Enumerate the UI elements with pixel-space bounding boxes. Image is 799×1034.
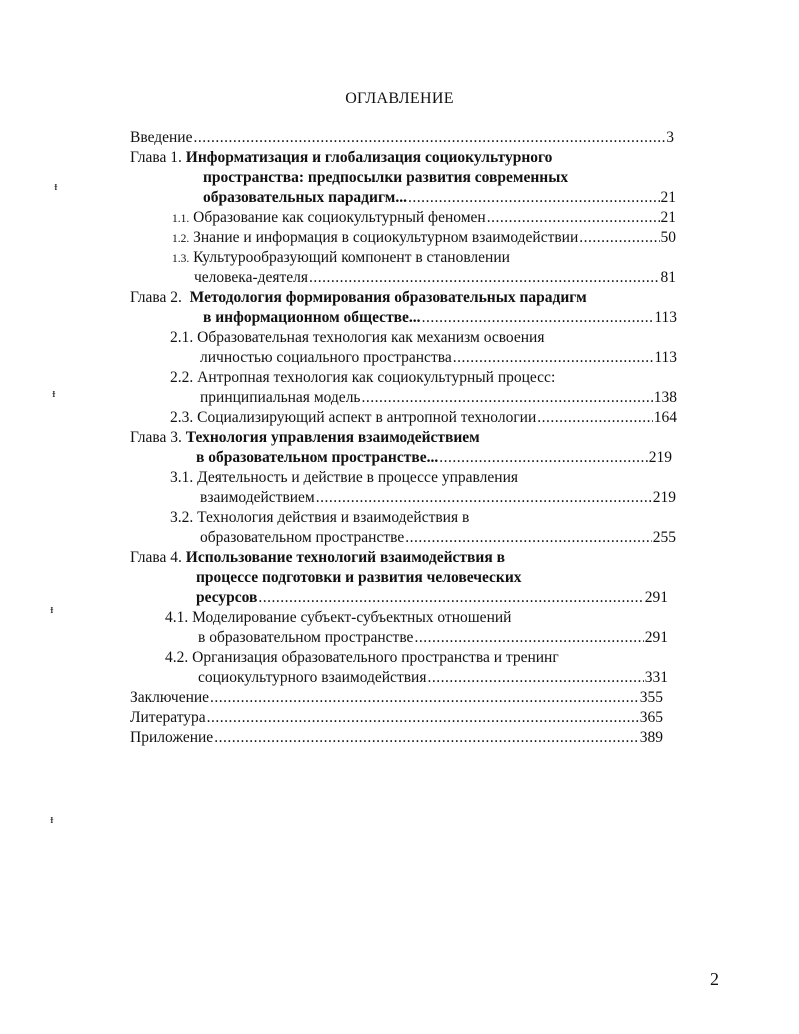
toc-chapter-3-heading[interactable]: Глава 3. Технология управления взаимодействием — [130, 429, 480, 446]
toc-chapter-2-line2[interactable]: в информационном обществе... ..... 113 — [203, 308, 677, 328]
page-number: 2 — [710, 969, 719, 989]
toc-section-1-1[interactable]: 1.1. Образование как социокультурный феномен ..... 21 — [172, 208, 676, 228]
toc-entry-intro[interactable]: Введение ..... 3 — [130, 128, 674, 148]
toc-section-2-1-line2[interactable]: личностью социального пространства ..... 113 — [200, 348, 677, 368]
dot-leader — [309, 268, 659, 288]
page-ref: 21 — [660, 209, 676, 226]
toc-section-3-1[interactable]: 3.1. Деятельность и действие в процессе управления — [170, 469, 519, 486]
dot-leader — [537, 408, 652, 428]
page-ref: 291 — [644, 629, 668, 646]
page-ref: 138 — [653, 389, 677, 406]
toc-section-4-1-line2[interactable]: в образовательном пространстве ..... 291 — [198, 628, 668, 648]
page-ref: 50 — [660, 229, 676, 246]
toc-section-2-2-line2[interactable]: принципиальная модель ..... 138 — [200, 388, 677, 408]
toc-section-4-2-line2[interactable]: социокультурного взаимодействия ..... 331 — [198, 668, 668, 688]
dot-leader — [487, 208, 660, 228]
toc-chapter-4-heading[interactable]: Глава 4. Использование технологий взаимодействия в — [130, 549, 505, 566]
page-ref: 164 — [653, 409, 677, 426]
toc-section-3-2[interactable]: 3.2. Технология действия и взаимодействия в — [170, 509, 470, 526]
toc-title: ОГЛАВЛЕНИЕ — [345, 90, 454, 107]
scan-speck-icon: ᵻ — [50, 601, 54, 616]
dot-leader — [193, 128, 665, 148]
dot-leader — [214, 728, 639, 748]
toc-section-2-2[interactable]: 2.2. Антропная технология как социокультурный процесс: — [170, 369, 556, 386]
scan-speck-icon: ᵻ — [50, 811, 54, 826]
dot-leader — [207, 708, 639, 728]
toc-chapter-1-heading[interactable]: Глава 1. Информатизация и глобализация социокультурного — [130, 149, 553, 166]
page-ref: 81 — [660, 269, 676, 286]
toc-chapter-4-line2: процессе подготовки и развития человеческих — [196, 569, 522, 586]
toc-chapter-1-line2: пространства: предпосылки развития современных — [203, 169, 569, 186]
dot-leader — [362, 388, 653, 408]
toc-section-1-3-line2[interactable]: человека-деятеля ..... 81 — [194, 268, 676, 288]
toc-entry-conclusion[interactable]: Заключение ..... 355 — [130, 688, 663, 708]
dot-leader — [579, 228, 659, 248]
page-ref: 331 — [644, 669, 668, 686]
dot-leader — [422, 308, 654, 328]
scan-speck-icon: ᵻ — [54, 178, 58, 193]
page-ref: 113 — [654, 309, 677, 326]
dot-leader — [210, 688, 639, 708]
dot-leader — [453, 348, 654, 368]
dot-leader — [316, 488, 652, 508]
page-ref: 21 — [660, 189, 676, 206]
page-ref: 355 — [639, 689, 663, 706]
scan-speck-icon: ᵻ — [52, 385, 56, 400]
toc-section-4-1[interactable]: 4.1. Моделирование субъект-субъектных отношений — [165, 609, 512, 626]
page-ref: 219 — [652, 489, 676, 506]
toc-section-2-3[interactable]: 2.3. Социализирующий аспект в антропной технологии ..... 164 — [170, 408, 677, 428]
toc-chapter-2-heading[interactable]: Глава 2. Методология формирования образовательных парадигм — [130, 289, 587, 306]
dot-leader — [414, 628, 643, 648]
toc-chapter-1-line3[interactable]: образовательных парадигм... ..... 21 — [203, 188, 676, 208]
toc-section-1-2[interactable]: 1.2. Знание и информация в социокультурном взаимодействии ..... 50 — [172, 228, 676, 248]
page-ref: 113 — [654, 349, 677, 366]
toc-entry-appendix[interactable]: Приложение ..... 389 — [130, 728, 663, 748]
toc-section-3-2-line2[interactable]: образовательном пространстве ..... 255 — [200, 528, 676, 548]
page-ref: 3 — [666, 129, 674, 146]
toc-section-4-2[interactable]: 4.2. Организация образовательного пространства и тренинг — [165, 649, 559, 666]
toc-chapter-4-line3[interactable]: ресурсов ..... 291 — [196, 588, 668, 608]
page-ref: 255 — [652, 529, 676, 546]
dot-leader — [258, 588, 643, 608]
dot-leader — [405, 528, 652, 548]
dot-leader — [439, 448, 648, 468]
toc-section-2-1[interactable]: 2.1. Образовательная технология как механизм освоения — [170, 329, 545, 346]
toc-chapter-3-line2[interactable]: в образовательном пространстве... ..... 219 — [196, 448, 672, 468]
page-ref: 291 — [644, 589, 668, 606]
dot-leader — [408, 188, 660, 208]
toc-section-1-3[interactable]: 1.3. Культурообразующий компонент в становлении — [172, 249, 510, 266]
dot-leader — [427, 668, 643, 688]
toc-section-3-1-line2[interactable]: взаимодействием ..... 219 — [200, 488, 676, 508]
page-ref: 389 — [639, 729, 663, 746]
page-ref: 219 — [648, 449, 672, 466]
toc-entry-literature[interactable]: Литература ..... 365 — [130, 708, 663, 728]
page-ref: 365 — [639, 709, 663, 726]
